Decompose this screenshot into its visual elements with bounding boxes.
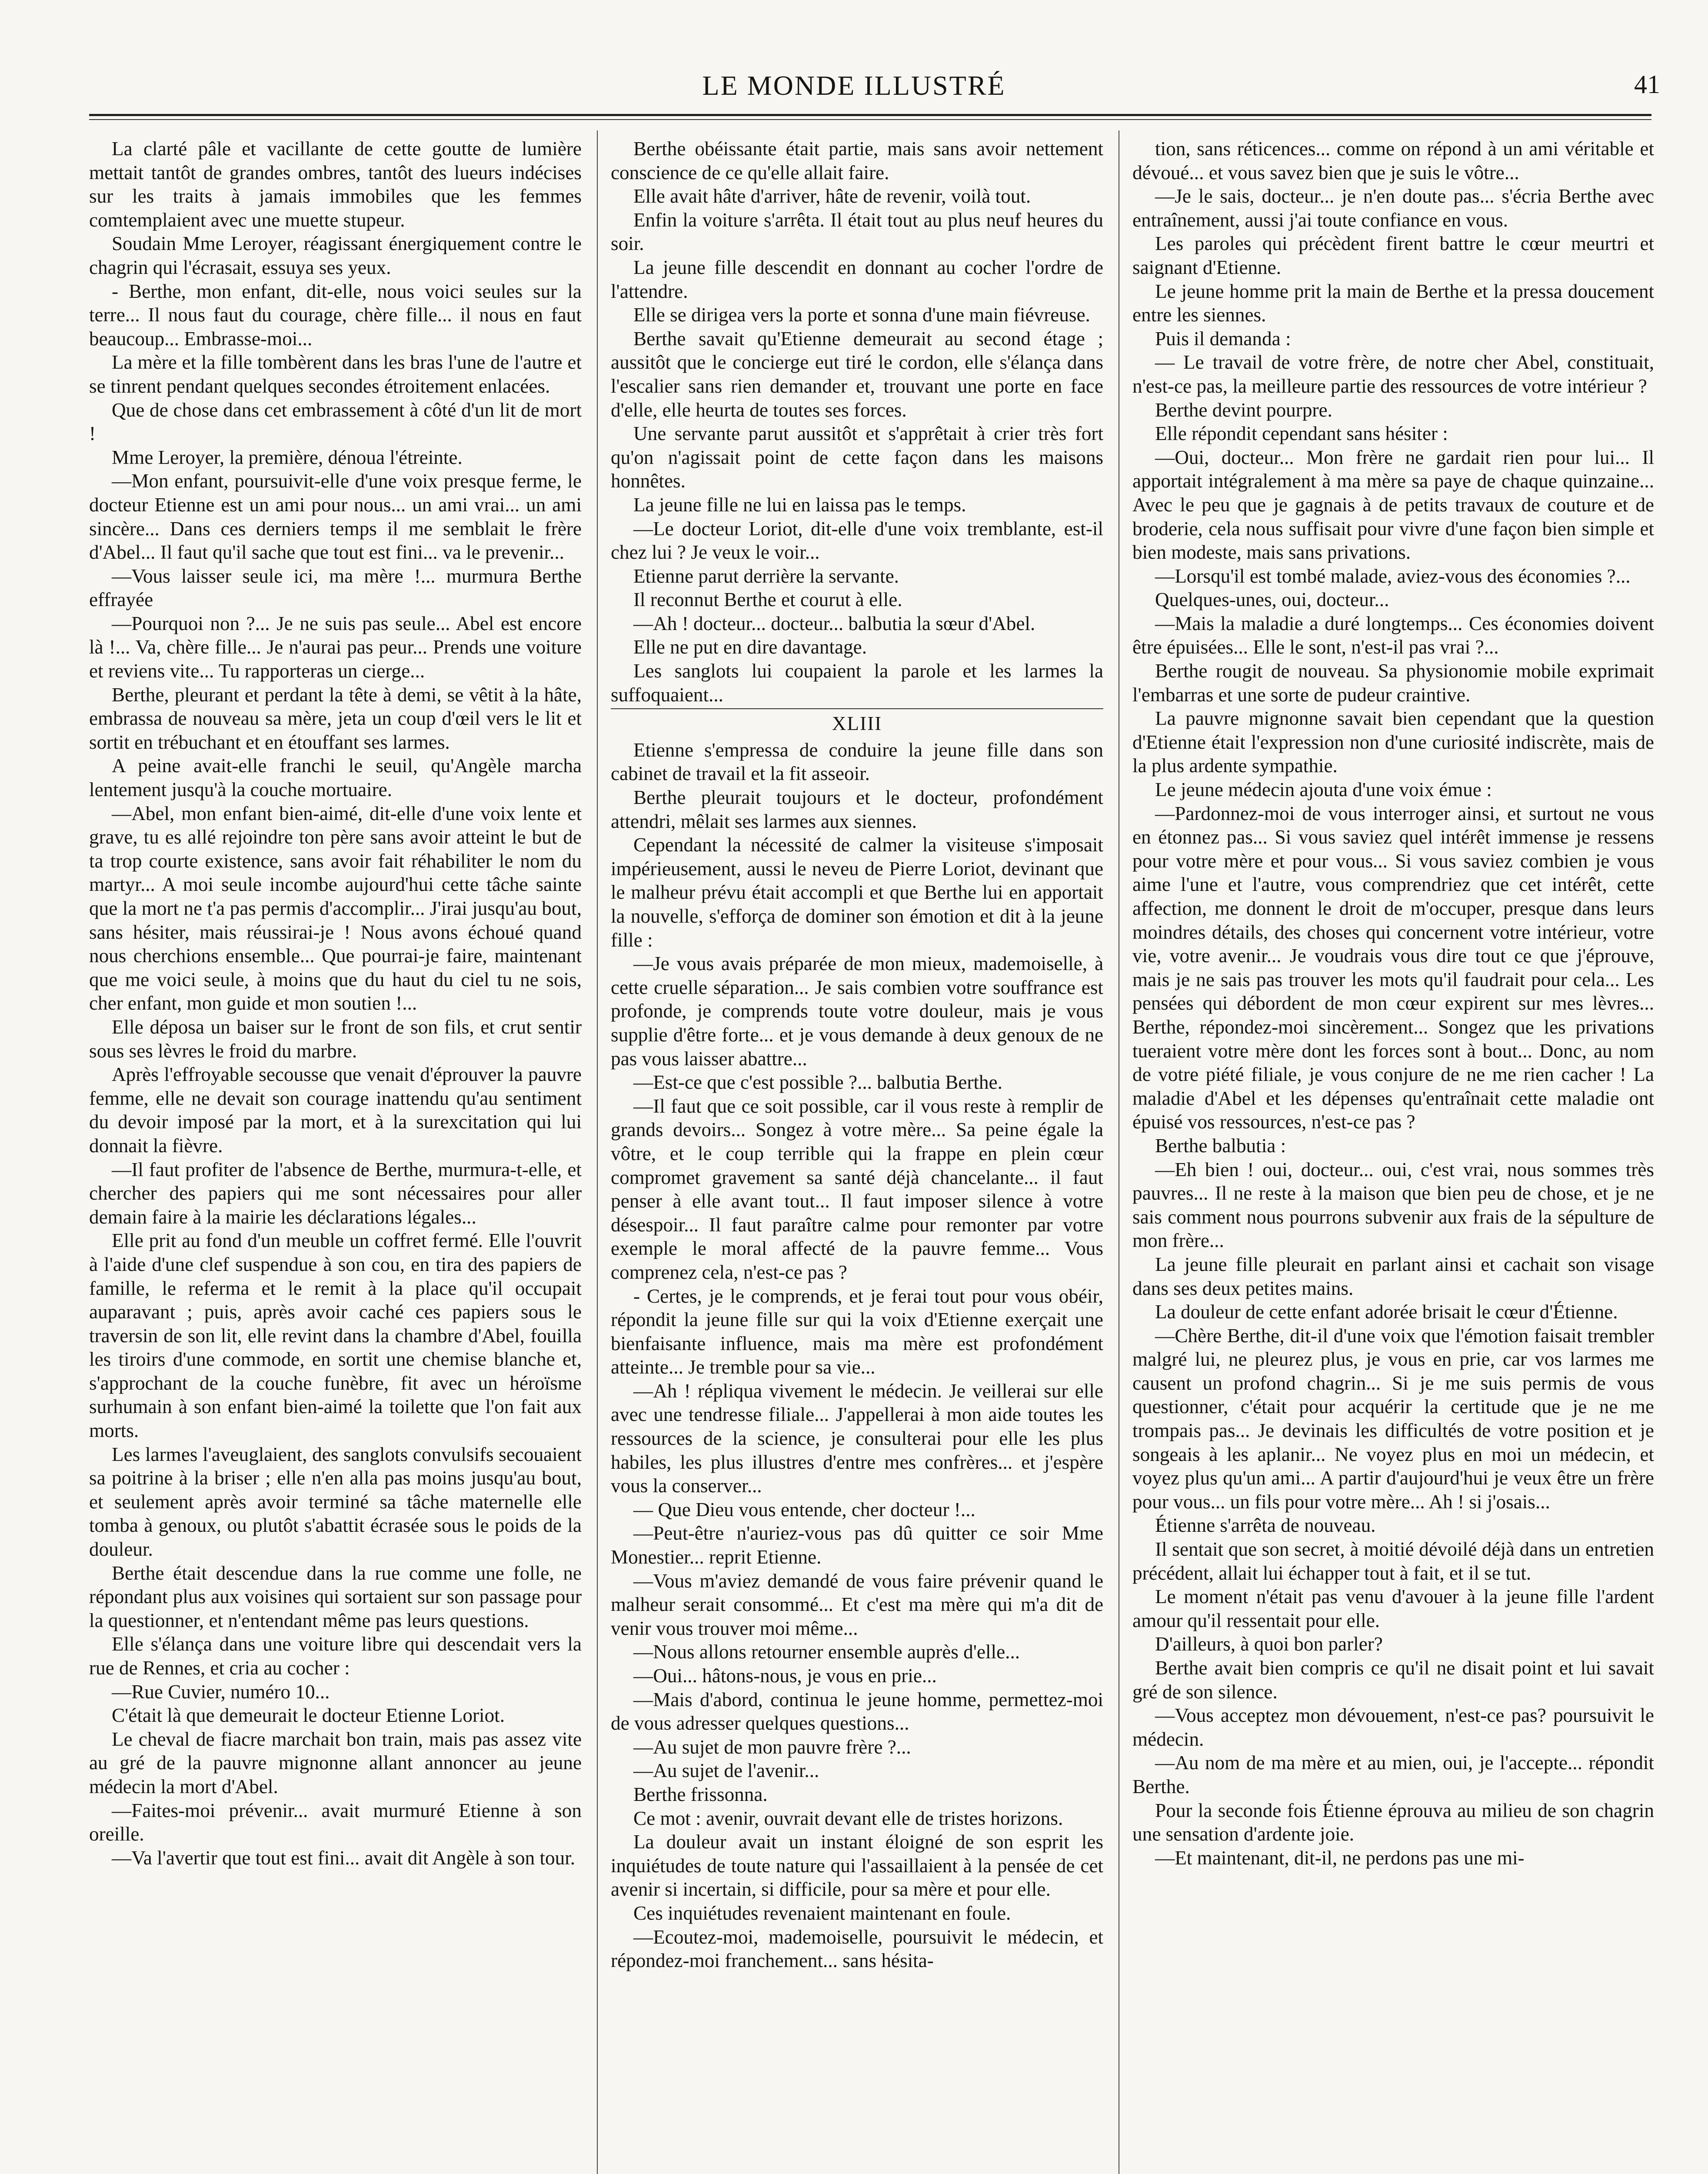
paragraph: Les paroles qui précèdent firent battre le cœur meurtri et saignant d'Etienne. xyxy=(1132,233,1654,278)
paragraph: La clarté pâle et vacillante de cette goutte de lumière mettait tantôt de grandes ombres, tantôt des lueurs indécises sur les traits à jamais immobiles que les femmes comtemplaient avec une muette stupeur. xyxy=(89,138,582,231)
paragraph: - Berthe, mon enfant, dit-elle, nous voici seules sur la terre... Il nous faut du courage, chère fille... il nous en faut beaucoup... Embrasse-moi... xyxy=(89,280,582,350)
paragraph: Pour la seconde fois Étienne éprouva au milieu de son chagrin une sensation d'ardente joie. xyxy=(1132,1799,1654,1845)
paragraph: Le jeune médecin ajouta d'une voix émue : xyxy=(1155,779,1492,801)
paragraph: —Oui... hâtons-nous, je vous en prie... xyxy=(633,1665,937,1687)
paragraph: —Peut-être n'auriez-vous pas dû quitter ce soir Mme Monestier... reprit Etienne. xyxy=(611,1522,1103,1568)
paragraph: Que de chose dans cet embrassement à côté d'un lit de mort ! xyxy=(89,399,582,445)
text-column-3 xyxy=(1132,137,1654,2174)
paragraph: La jeune fille pleurait en parlant ainsi et cachait son visage dans ses deux petites mains. xyxy=(1132,1253,1654,1299)
paragraph: Berthe balbutia : xyxy=(1155,1134,1286,1157)
paragraph: Soudain Mme Leroyer, réagissant énergiquement contre le chagrin qui l'écrasait, essuya ses yeux. xyxy=(89,233,582,278)
paragraph: Étienne s'arrêta de nouveau. xyxy=(1155,1514,1376,1537)
header-rule-thick xyxy=(89,114,1651,116)
paragraph: —Ecoutez-moi, mademoiselle, poursuivit le médecin, et répondez-moi franchement... sans hésita- xyxy=(611,1926,1103,1972)
paragraph: —Au sujet de mon pauvre frère ?... xyxy=(633,1736,911,1758)
paragraph: —Abel, mon enfant bien-aimé, dit-elle d'une voix lente et grave, tu es allé rejoindre ton père sans avoir atteint le but de ta trop courte existence, sans avoir fait réhabiliter le nom du martyr... A moi seule incombe aujourd'hui cette tâche sainte que la mort ne t'a pas permis d'accomplir... J'irai jusqu'au bout, sans hésiter, mais réussirai-je ! Nous avons échoué quand nous cherchions ensemble... Que pourrai-je faire, maintenant que me voici seule, à moins que du haut du ciel tu ne sois, cher enfant, mon guide et mon soutien !... xyxy=(89,802,582,1014)
paragraph: Puis il demanda : xyxy=(1155,327,1291,350)
paragraph: Elle avait hâte d'arriver, hâte de revenir, voilà tout. xyxy=(633,185,1031,207)
paragraph: Quelques-unes, oui, docteur... xyxy=(1155,589,1389,611)
paragraph: Cependant la nécessité de calmer la visiteuse s'imposait impérieusement, aussi le neveu de Pierre Loriot, devinant que le malheur prévu était accompli et que Berthe lui en apportait la nouvelle, s'efforça de dominer son émotion et dit à la jeune fille : xyxy=(611,834,1103,951)
paragraph: —Lorsqu'il est tombé malade, aviez-vous des économies ?... xyxy=(1155,565,1631,587)
paragraph: —Pardonnez-moi de vous interroger ainsi, et surtout ne vous en étonnez pas... Si vous saviez quel intérêt immense je ressens pour votre mère et pour vous... Si vous saviez combien je vous aime l'une et l'autre, vous comprendriez que cet intérêt, cette affection, me donnent le droit de m'occuper, presque dans leurs moindres détails, des choses qui concernent votre intérieur, votre vie, votre avenir... Je voudrais vous dire tout ce que j'éprouve, mais je ne sais pas trouver les mots qu'il faudrait pour cela... Les pensées qui débordent de mon cœur expirent sur mes lèvres... Berthe, répondez-moi sincèrement... Songez que les privations tueraient votre mère dont les forces sont à bout... Donc, au nom de votre piété filiale, je vous conjure de ne me rien cacher ! La maladie d'Abel et les dépenses qu'entraînait cette maladie ont épuisé vos ressources, n'est-ce pas ? xyxy=(1132,802,1654,1133)
paragraph: La jeune fille descendit en donnant au cocher l'ordre de l'attendre. xyxy=(611,256,1103,302)
paragraph: —Est-ce que c'est possible ?... balbutia Berthe. xyxy=(633,1071,1002,1094)
paragraph: Berthe pleurait toujours et le docteur, profondément attendri, mêlait ses larmes aux siennes. xyxy=(611,787,1103,832)
chapter-rule xyxy=(611,708,1103,709)
paragraph: Le cheval de fiacre marchait bon train, mais pas assez vite au gré de la pauvre mignonne allant annoncer au jeune médecin la mort d'Abel. xyxy=(89,1728,582,1797)
paragraph: Berthe, pleurant et perdant la tête à demi, se vêtit à la hâte, embrassa de nouveau sa mère, jeta un coup d'œil vers le lit et sortit en trébuchant et en étouffant ses larmes. xyxy=(89,684,582,753)
paragraph: —Je le sais, docteur... je n'en doute pas... s'écria Berthe avec entraînement, aussi j'ai toute confiance en vous. xyxy=(1132,185,1654,231)
paragraph: Elle se dirigea vers la porte et sonna d'une main fiévreuse. xyxy=(633,304,1090,326)
paragraph: - Certes, je le comprends, et je ferai tout pour vous obéir, répondit la jeune fille sur qui la voix d'Etienne exerçait une bienfaisante influence, mais ma mère est profondément atteinte... Je tremble pour sa vie... xyxy=(611,1285,1103,1378)
paragraph: Berthe rougit de nouveau. Sa physionomie mobile exprimait l'embarras et une sorte de pudeur craintive. xyxy=(1132,660,1654,706)
paragraph: C'était là que demeurait le docteur Etienne Loriot. xyxy=(112,1704,505,1727)
paragraph: La douleur de cette enfant adorée brisait le cœur d'Étienne. xyxy=(1155,1301,1618,1323)
paragraph: Berthe savait qu'Etienne demeurait au second étage ; aussitôt que le concierge eut tiré le cordon, elle s'élança dans l'escalier sans rien demander et, trouvant une porte en face d'elle, elle heurta de toutes ses forces. xyxy=(611,327,1103,421)
paragraph: A peine avait-elle franchi le seuil, qu'Angèle marcha lentement jusqu'à la couche mortuaire. xyxy=(89,755,582,801)
paragraph: —Chère Berthe, dit-il d'une voix que l'émotion faisait trembler malgré lui, ne pleurez plus, je vous en prie, car vos larmes me causent un profond chagrin... Si je me suis permis de vous questionner, c'était pour acquérir la certitude que je ne me trompais pas... Je devinais les difficultés de votre position et je songeais à les aplanir... Ne voyez plus en moi un médecin, et voyez plus qu'un ami... A partir d'aujourd'hui je veux être un frère pour vous... un fils pour votre mère... Ah ! si j'osais... xyxy=(1132,1324,1654,1513)
paragraph: —Vous acceptez mon dévouement, n'est-ce pas? poursuivit le médecin. xyxy=(1132,1704,1654,1750)
paragraph: Berthe était descendue dans la rue comme une folle, ne répondant plus aux voisines qui sortaient sur son passage pour la questionner, et n'entendant même pas leurs questions. xyxy=(89,1562,582,1631)
masthead-title: LE MONDE ILLUSTRÉ xyxy=(702,70,1006,101)
paragraph: —Mais la maladie a duré longtemps... Ces économies doivent être épuisées... Elle le sont, n'est-il pas vrai ?... xyxy=(1132,612,1654,658)
paragraph: —Nous allons retourner ensemble auprès d'elle... xyxy=(633,1641,1020,1663)
paragraph: tion, sans réticences... comme on répond à un ami véritable et dévoué... et vous savez bien que je suis le vôtre... xyxy=(1132,138,1654,183)
page-header xyxy=(0,0,1708,130)
paragraph: Etienne parut derrière la servante. xyxy=(633,565,899,587)
paragraph: Une servante parut aussitôt et s'apprêtait à crier très fort qu'on n'agissait point de cette façon dans les maisons honnêtes. xyxy=(611,423,1103,492)
paragraph: Berthe avait bien compris ce qu'il ne disait point et lui savait gré de son silence. xyxy=(1132,1657,1654,1703)
paragraph: Elle ne put en dire davantage. xyxy=(633,636,867,658)
text-column-1 xyxy=(89,137,582,2174)
paragraph: Il reconnut Berthe et courut à elle. xyxy=(633,589,902,611)
paragraph: —Faites-moi prévenir... avait murmuré Etienne à son oreille. xyxy=(89,1799,582,1845)
paragraph: —Au sujet de l'avenir... xyxy=(633,1760,819,1782)
paragraph: Mme Leroyer, la première, dénoua l'étreinte. xyxy=(112,446,463,468)
paragraph: Les sanglots lui coupaient la parole et les larmes la suffoquaient... xyxy=(611,660,1103,706)
paragraph: Le moment n'était pas venu d'avouer à la jeune fille l'ardent amour qu'il ressentait pour elle. xyxy=(1132,1586,1654,1631)
paragraph: —Le docteur Loriot, dit-elle d'une voix tremblante, est-il chez lui ? Je veux le voir... xyxy=(611,517,1103,564)
paragraph: Elle répondit cependant sans hésiter : xyxy=(1155,423,1448,445)
paragraph: —Eh bien ! oui, docteur... oui, c'est vrai, nous sommes très pauvres... Il ne reste à la maison que bien peu de chose, et je ne sais comment nous pourrons subvenir aux frais de la sépulture de mon frère... xyxy=(1132,1158,1654,1252)
paragraph: Ce mot : avenir, ouvrait devant elle de tristes horizons. xyxy=(633,1807,1063,1829)
paragraph: —Il faut que ce soit possible, car il vous reste à remplir de grands devoirs... Songez à votre mère... Sa peine égale la vôtre, et le coup terrible qui la frappe en plein cœur compromet gravement sa santé déjà chancelante... il faut penser à elle avant tout... Il faut imposer silence à votre désespoir... Il faut paraître calme pour remonter par votre exemple le moral affecté de la pauvre femme... Vous comprenez cela, n'est-ce pas ? xyxy=(611,1095,1103,1283)
paragraph: Elle prit au fond d'un meuble un coffret fermé. Elle l'ouvrit à l'aide d'une clef suspendue à son cou, en tira des papiers de famille, le referma et le remit à la place qu'il occupait auparavant ; puis, après avoir caché ces papiers sous le traversin de son lit, elle revint dans la chambre d'Abel, fouilla les tiroirs d'une commode, en sortit une chemise blanche et, s'approchant de la couche funèbre, fit avec un héroïsme surhumain à son enfant bien-aimé la toilette que l'on fait aux morts. xyxy=(89,1230,582,1442)
paragraph: —Et maintenant, dit-il, ne perdons pas une mi- xyxy=(1155,1847,1525,1869)
page-number: 41 xyxy=(1634,70,1660,99)
paragraph: —Ah ! docteur... docteur... balbutia la sœur d'Abel. xyxy=(633,612,1035,634)
paragraph: —Va l'avertir que tout est fini... avait dit Angèle à son tour. xyxy=(112,1847,576,1869)
paragraph: —Pourquoi non ?... Je ne suis pas seule... Abel est encore là !... Va, chère fille... Je n'aurai pas peur... Prends une voiture et reviens vite... Tu rapporteras un cierge... xyxy=(89,612,582,682)
paragraph: —Vous laisser seule ici, ma mère !... murmura Berthe effrayée xyxy=(89,565,582,611)
paragraph: La jeune fille ne lui en laissa pas le temps. xyxy=(633,493,966,516)
paragraph: — Que Dieu vous entende, cher docteur !... xyxy=(633,1498,976,1520)
paragraph: Le jeune homme prit la main de Berthe et la pressa doucement entre les siennes. xyxy=(1132,280,1654,326)
paragraph: —Ah ! répliqua vivement le médecin. Je veillerai sur elle avec une tendresse filiale... J'appellerai à mon aide toutes les ressources de la science, je consulterai pour elle les plus habiles, les plus illustres d'entre mes confrères... et j'espère vous la conserver... xyxy=(611,1380,1103,1497)
chapter-heading: XLIII xyxy=(832,713,882,735)
paragraph: —Oui, docteur... Mon frère ne gardait rien pour lui... Il apportait intégralement à ma mère sa paye de chaque quinzaine... Avec le peu que je gagnais à de petits travaux de couture et de broderie, cela nous suffisait pour vivre d'une façon bien simple et bien modeste, mais sans privations. xyxy=(1132,446,1654,564)
paragraph: Berthe frissonna. xyxy=(633,1783,768,1805)
paragraph: Etienne s'empressa de conduire la jeune fille dans son cabinet de travail et la fit asseoir. xyxy=(611,739,1103,785)
text-column-2 xyxy=(611,137,1103,2174)
paragraph: Berthe obéissante était partie, mais sans avoir nettement conscience de ce qu'elle allait faire. xyxy=(611,138,1103,183)
paragraph: Il sentait que son secret, à moitié dévoilé déjà dans un entretien précédent, allait lui échapper tout à fait, et il se tut. xyxy=(1132,1538,1654,1584)
column-divider xyxy=(597,130,598,2174)
paragraph: —Je vous avais préparée de mon mieux, mademoiselle, à cette cruelle séparation... Je sais combien votre souffrance est profonde, je comprends toute votre douleur, mais je vous supplie d'être forte... et je vous demande à deux genoux de ne pas vous laisser abattre... xyxy=(611,953,1103,1070)
paragraph: Les larmes l'aveuglaient, des sanglots convulsifs secouaient sa poitrine à la briser ; elle n'en alla pas moins jusqu'au bout, et seulement après avoir terminé sa tâche maternelle elle tomba à genoux, ou plutôt s'abattit écrasée sous le poids de la douleur. xyxy=(89,1443,582,1560)
paragraph: — Le travail de votre frère, de notre cher Abel, constituait, n'est-ce pas, la meilleure partie des ressources de votre intérieur ? xyxy=(1132,351,1654,397)
paragraph: —Vous m'aviez demandé de vous faire prévenir quand le malheur serait consommé... Et c'est ma mère qui m'a dit de venir vous trouver moi même... xyxy=(611,1570,1103,1639)
paragraph: —Rue Cuvier, numéro 10... xyxy=(112,1681,330,1703)
paragraph: —Mon enfant, poursuivit-elle d'une voix presque ferme, le docteur Etienne est un ami pour nous... un ami vrai... un ami sincère... Dans ces derniers temps il me semblait le frère d'Abel... Il faut qu'il sache que tout est fini... va le prevenir... xyxy=(89,470,582,564)
paragraph: Elle déposa un baiser sur le front de son fils, et crut sentir sous ses lèvres le froid du marbre. xyxy=(89,1016,582,1062)
paragraph: —Au nom de ma mère et au mien, oui, je l'accepte... répondit Berthe. xyxy=(1132,1752,1654,1797)
paragraph: D'ailleurs, à quoi bon parler? xyxy=(1155,1633,1383,1655)
paragraph: La douleur avait un instant éloigné de son esprit les inquiétudes de toute nature qui l'assaillaient à la pensée de cet avenir si incertain, si difficile, pour sa mère et pour elle. xyxy=(611,1831,1103,1901)
paragraph: La mère et la fille tombèrent dans les bras l'une de l'autre et se tinrent pendant quelques secondes étroitement enlacées. xyxy=(89,351,582,397)
paragraph: Ces inquiétudes revenaient maintenant en foule. xyxy=(633,1902,1011,1924)
paragraph: Elle s'élança dans une voiture libre qui descendait vers la rue de Rennes, et cria au cocher : xyxy=(89,1633,582,1679)
header-rule-thin xyxy=(89,119,1651,120)
paragraph: —Il faut profiter de l'absence de Berthe, murmura-t-elle, et chercher des papiers qui me sont nécessaires pour aller demain faire à la mairie les déclarations légales... xyxy=(89,1158,582,1228)
paragraph: —Mais d'abord, continua le jeune homme, permettez-moi de vous adresser quelques questions... xyxy=(611,1688,1103,1734)
paragraph: Après l'effroyable secousse que venait d'éprouver la pauvre femme, elle ne devait son courage inattendu qu'au sentiment du devoir imposé par la mort, et à la surexcitation qui lui donnait la fièvre. xyxy=(89,1064,582,1157)
paragraph: Enfin la voiture s'arrêta. Il était tout au plus neuf heures du soir. xyxy=(611,209,1103,255)
paragraph: La pauvre mignonne savait bien cependant que la question d'Etienne était l'expression non d'une curiosité indiscrète, mais de la plus ardente sympathie. xyxy=(1132,707,1654,777)
paragraph: Berthe devint pourpre. xyxy=(1155,399,1332,421)
